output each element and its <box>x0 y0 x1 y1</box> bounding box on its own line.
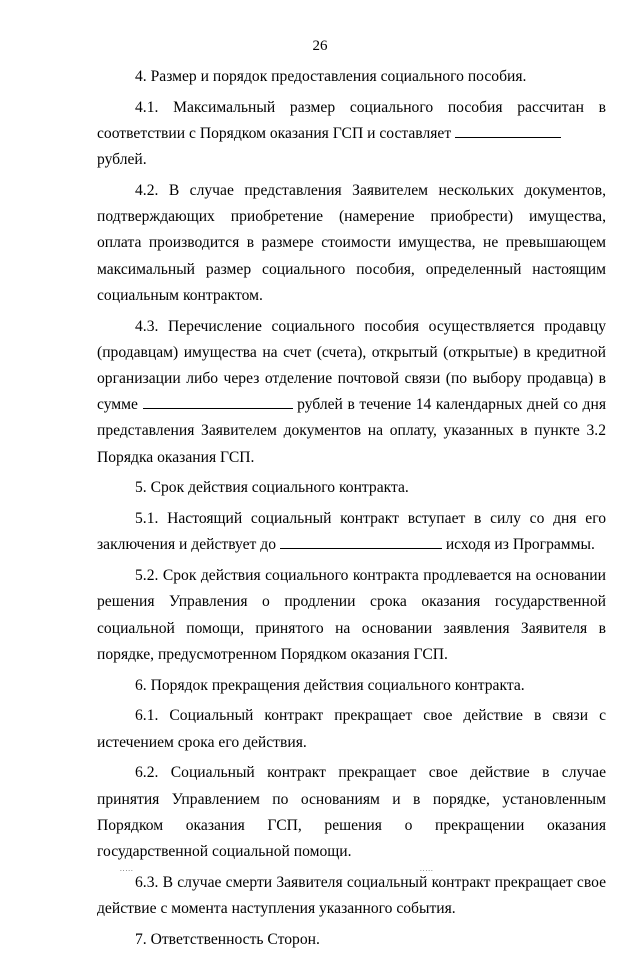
page-number: 26 <box>312 38 328 54</box>
paragraph-4-3-text: 4.3. Перечисление социального пособия осуществляется продавцу (продавцам) имущества на счет (счета), открытый (открытые) в кредитной организации либо через отделение почтовой связи (по выбору продавца) в сумме <box>97 317 606 414</box>
paragraph-5-2: 5.2. Срок действия социального контракта продлевается на основании решения Управления о продлении срока оказания государственной социальной помощи, принятого на основании заявления Заявителя в порядке, предусмотренном Порядком оказания ГСП. <box>97 567 606 663</box>
section-7-title: 7. Ответственность Сторон. <box>135 930 320 948</box>
paragraph-4-1-text: соответствии с Порядком оказания ГСП и составляет <box>97 125 452 142</box>
paragraph-4-1-line-2 <box>97 121 606 173</box>
scan-dot-mark-right: ..... <box>420 865 434 873</box>
paragraph-5-1-text-continued: исходя из Программы. <box>445 536 595 554</box>
paragraph-6-3: 6.3. В случае смерти Заявителя социальный контракт прекращает свое действие с момента наступления указанного события. <box>97 873 606 918</box>
document-body <box>97 64 606 958</box>
paragraph-4-3 <box>97 314 606 471</box>
paragraph-4-2: 4.2. В случае представления Заявителем нескольких документов, подтверждающих приобретение (намерение приобрести) имущества, оплата производится в размере стоимости имущества, не превышающем максимальный размер социального пособия, определенный настоящим социальным контрактом. <box>97 182 606 304</box>
date-blank-line <box>280 547 442 549</box>
paragraph-5-1 <box>97 506 606 558</box>
footer-scan-marks <box>0 865 640 875</box>
paragraph-4-1-unit: рублей. <box>97 151 147 169</box>
paragraph-4-3-text-continued: рублей в течение 14 календарных дней со дня представления Заявителем документов на оплату, указанных в пункте 3.2 Порядка оказания ГСП. <box>97 396 606 466</box>
paragraph-6-2: 6.2. Социальный контракт прекращает свое действие в случае принятия Управлением по основаниям и в порядке, установленным Порядком оказания ГСП, решения о прекращении оказания государственной социальной помощи. <box>97 764 606 861</box>
sum-blank-line <box>143 407 293 409</box>
section-6-title: 6. Порядок прекращения действия социального контракта. <box>135 676 525 694</box>
paragraph-4-1-line-1: 4.1. Максимальный размер социального пособия рассчитан в <box>135 98 606 116</box>
scan-dot-mark-left: ..... <box>120 865 134 873</box>
amount-blank-line <box>455 136 561 138</box>
paragraph-5-1-text: 5.1. Настоящий социальный контракт вступает в силу со дня его заключения и действует до <box>97 510 606 554</box>
section-5-title: 5. Срок действия социального контракта. <box>135 479 409 497</box>
section-4-title: 4. Размер и порядок предоставления социального пособия. <box>135 68 527 85</box>
paragraph-6-1: 6.1. Социальный контракт прекращает свое действие в связи с истечением срока его действия. <box>97 707 606 751</box>
